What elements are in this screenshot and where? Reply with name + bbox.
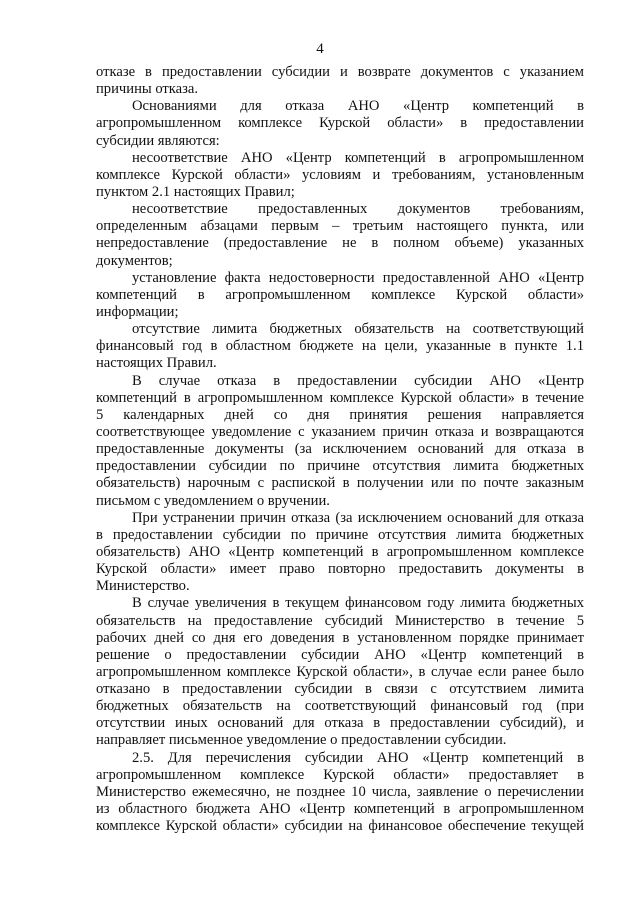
text-line: В случае увеличения в текущем финансовом году лимита бюджетных <box>132 595 584 612</box>
page-number: 4 <box>316 41 324 57</box>
text-line: 5 календарных дней со дня принятия решения направляется <box>96 406 584 423</box>
text-line: 2.5. Для перечисления субсидии АНО «Центр компетенций в <box>132 749 584 766</box>
text-line: непредоставление (предоставление не в полном объеме) указанных <box>96 235 584 252</box>
text-line: комплексе Курской области» условиям и требованиям, установленным <box>96 166 584 183</box>
text-line: В случае отказа в предоставлении субсидии АНО «Центр <box>132 372 584 389</box>
text-line: агропромышленном комплексе Курской области» в предоставлении <box>96 115 584 132</box>
text-line: отказе в предоставлении субсидии и возврате документов с указанием <box>96 64 584 80</box>
text-line: При устранении причин отказа (за исключением оснований для отказа <box>132 509 584 526</box>
text-line: бюджетных обязательств на соответствующий финансовый год (при <box>96 698 584 715</box>
text-line: Министерство ежемесячно, не позднее 10 числа, заявление о перечислении <box>96 783 584 800</box>
text-line: субсидии являются: <box>96 132 220 149</box>
text-line: агропромышленном комплексе Курской области», в случае если ранее было <box>96 663 584 680</box>
text-line: определенным абзацами первым – третьим настоящего пункта, или <box>96 218 584 235</box>
text-line: обязательств на предоставление субсидий Министерство в течение 5 <box>96 612 584 629</box>
text-line: письмом с уведомлением о вручении. <box>96 492 330 509</box>
text-line: Министерство. <box>96 578 190 595</box>
text-line: направляет письменное уведомление о предоставлении субсидии. <box>96 732 507 749</box>
text-line: обязательств) АНО «Центр компетенций в агропромышленном комплексе <box>96 543 584 560</box>
text-line: установление факта недостоверности предоставленной АНО «Центр <box>132 269 584 286</box>
text-line: предоставлении субсидии по причине отсутствия лимита бюджетных <box>96 458 584 475</box>
text-line: отсутствие лимита бюджетных обязательств на соответствующий <box>132 321 584 338</box>
text-line: отсутствии иных оснований для отказа в предоставлении субсидий), и <box>96 715 584 732</box>
text-line: Курской области» имеет право повторно предоставить документы в <box>96 561 584 578</box>
text-line: из областного бюджета АНО «Центр компетенций в агропромышленном <box>96 801 584 818</box>
text-line: несоответствие предоставленных документов требованиям, <box>132 201 584 218</box>
text-line: причины отказа. <box>96 81 199 98</box>
text-line: несоответствие АНО «Центр компетенций в агропромышленном <box>132 149 584 166</box>
text-line: компетенций в агропромышленном комплексе Курской области» в течение <box>96 389 584 406</box>
text-line: предоставленные документы (за исключением оснований для отказа в <box>96 441 584 458</box>
text-line: агропромышленном комплексе Курской области» предоставляет в <box>96 766 584 783</box>
text-line: отказано в предоставлении субсидии в связи с отсутствием лимита <box>96 681 584 698</box>
document-body <box>96 64 584 835</box>
text-line: решение о предоставлении субсидии АНО «Центр компетенций в <box>96 646 584 663</box>
text-line: обязательств) нарочным с распиской в получении или по почте заказным <box>96 475 584 492</box>
text-line: документов; <box>96 252 173 269</box>
text-line: Основаниями для отказа АНО «Центр компетенций в <box>132 98 584 115</box>
text-line: настоящих Правил. <box>96 355 217 372</box>
text-line: соответствующее уведомление с указанием причин отказа и возвращаются <box>96 423 584 440</box>
text-line: комплексе Курской области» субсидии на финансовое обеспечение текущей <box>96 818 584 835</box>
text-line: информации; <box>96 303 179 320</box>
text-line: рабочих дней со дня его доведения в установленном порядке принимает <box>96 629 584 646</box>
text-line: компетенций в агропромышленном комплексе Курской области» <box>96 286 584 303</box>
text-line: в предоставлении субсидии по причине отсутствия лимита бюджетных <box>96 526 584 543</box>
text-line: финансовый год в областном бюджете на цели, указанные в пункте 1.1 <box>96 338 584 355</box>
text-line: пунктом 2.1 настоящих Правил; <box>96 183 295 200</box>
